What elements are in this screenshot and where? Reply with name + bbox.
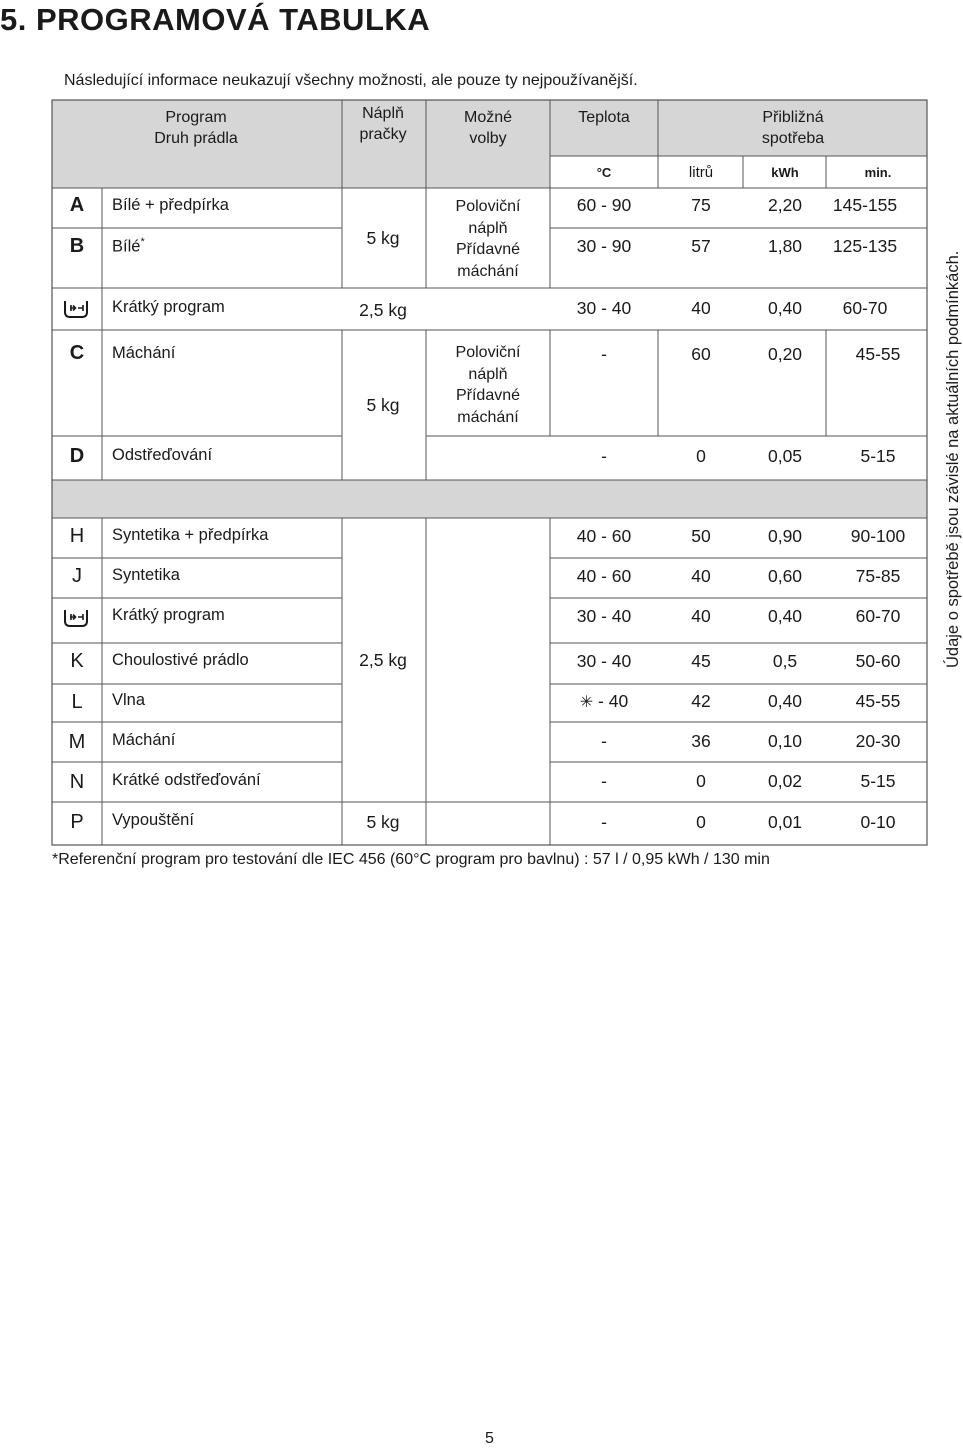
row-program-name: Syntetika + předpírka [112,526,269,544]
row-temp: - [601,344,607,364]
row-time: 50-60 [855,651,901,671]
row-temp: 30 - 40 [576,298,632,318]
unit-time: min. [864,165,892,180]
unit-energy: kWh [771,165,799,180]
row-program-name: Máchání [112,731,176,749]
row-temp: 40 - 60 [576,526,632,546]
row-letter: K [70,650,84,672]
row-temp: - [601,812,607,832]
option-half-load-2: náplň [468,365,508,383]
separator-band [52,480,927,518]
row-time: 90-100 [850,526,906,546]
header-load-line1: Náplň [362,105,404,122]
row-program-name: Syntetika [112,566,180,584]
quick-wash-icon [62,299,90,319]
row-time: 75-85 [855,566,901,586]
option-half-load: Poloviční [455,198,521,215]
row-time: 5-15 [860,446,896,466]
row-water: 40 [691,298,711,318]
page-number: 5 [485,1430,494,1447]
header-load [359,103,406,145]
header-program-line1: Program [165,109,227,126]
row-letter: N [69,771,85,793]
header-load-line2: pračky [359,126,407,143]
page-title: 5. PROGRAMOVÁ TABULKA [0,2,431,37]
row-letter: P [70,811,84,833]
row-time: 45-55 [855,691,901,711]
header-consumption [762,107,824,149]
option-extra-rinse: Přídavné [455,387,521,404]
row-water: 0 [696,771,706,791]
row-temp: 30 - 40 [576,651,632,671]
row-temp-text: - 40 [593,691,629,711]
row-water: 57 [691,236,711,256]
header-program-line2: Druh prádla [154,130,238,147]
option-extra-rinse: Přídavné [455,241,521,258]
row-water: 50 [691,526,711,546]
row-energy: 0,40 [767,298,803,318]
row-time: 5-15 [860,771,896,791]
row-water: 0 [696,446,706,466]
row-program-name: Máchání [112,344,176,362]
row-water: 45 [691,651,711,671]
header-consumption-line2: spotřeba [761,130,825,147]
row-program-name: Odstřeďování [112,446,213,464]
row-water: 42 [691,691,711,711]
row-letter: J [72,565,82,587]
row-time: 60-70 [855,606,901,626]
load-quick: 2,5 kg [359,300,407,320]
intro-text: Následující informace neukazují všechny možnosti, ale pouze ty nejpoužívanější. [64,72,638,89]
row-energy: 0,02 [767,771,803,791]
row-energy: 0,60 [767,566,803,586]
row-time: 125-135 [832,236,898,256]
options-block-c [456,342,521,428]
row-temp: 30 - 90 [576,236,632,256]
header-temperature: Teplota [578,109,630,126]
option-extra-rinse-2: máchání [457,262,519,280]
quick-wash-icon [62,608,90,628]
row-water: 75 [691,195,711,215]
options-block-ab [456,196,521,282]
row-program-name: Vlna [112,691,146,709]
row-time: 45-55 [855,344,901,364]
header-options-line1: Možné [463,109,513,126]
row-program-name: Krátký program [112,606,225,624]
row-temp: 40 - 60 [576,566,632,586]
header-consumption-line1: Přibližná [762,109,824,126]
row-water: 36 [691,731,711,751]
row-temp: 60 - 90 [576,195,632,215]
row-program-name: Choulostivé prádlo [112,651,249,669]
option-half-load: Poloviční [455,344,521,361]
row-letter: B [69,235,85,257]
row-water: 60 [691,344,711,364]
row-energy: 0,90 [767,526,803,546]
load-p: 5 kg [366,812,400,832]
unit-water: litrů [688,164,714,181]
row-temp: - [601,446,607,466]
row-temp [580,691,628,712]
snowflake-icon: ✳ [579,694,594,711]
row-energy: 0,05 [767,446,803,466]
footnote: *Referenční program pro testování dle IEC 456 (60°C program pro bavlnu) : 57 l / 0,95 kWh / 130 min [52,851,770,868]
row-energy: 0,20 [767,344,803,364]
load-cd: 5 kg [366,395,400,415]
row-energy: 2,20 [767,195,803,215]
row-letter: L [71,691,83,713]
row-energy: 0,40 [767,691,803,711]
row-water: 40 [691,606,711,626]
row-letter: M [68,731,86,753]
row-time: 145-155 [832,195,898,215]
row-letter: C [69,342,85,364]
row-energy: 0,01 [767,812,803,832]
row-time: 20-30 [855,731,901,751]
row-time: 60-70 [842,298,888,318]
row-energy: 0,5 [772,651,798,671]
row-temp: - [601,731,607,751]
load-ab: 5 kg [366,228,400,248]
row-energy: 1,80 [767,236,803,256]
row-program-name: Bílé + předpírka [112,196,229,214]
row-temp: - [601,771,607,791]
header-options [464,107,512,149]
option-extra-rinse-2: máchání [457,408,519,426]
load-synthetics: 2,5 kg [359,650,407,670]
header-program [154,107,238,149]
row-energy: 0,40 [767,606,803,626]
side-note: Údaje o spotřebě jsou závislé na aktuálních podmínkách. [944,250,962,668]
row-water: 0 [696,812,706,832]
row-program-name: Krátký program [112,298,225,316]
footnote-marker: * [140,236,145,248]
row-letter: A [69,194,85,216]
row-letter: D [69,445,85,467]
row-temp: 30 - 40 [576,606,632,626]
row-letter: H [69,525,85,547]
row-program-name: Krátké odstřeďování [112,771,261,789]
row-program-name-text: Bílé [112,237,141,256]
row-program-name [112,236,145,257]
row-water: 40 [691,566,711,586]
row-program-name: Vypouštění [112,811,194,829]
header-options-line2: volby [469,130,507,147]
row-time: 0-10 [860,812,896,832]
option-half-load-2: náplň [468,219,508,237]
row-energy: 0,10 [767,731,803,751]
unit-temperature: °C [596,165,612,180]
